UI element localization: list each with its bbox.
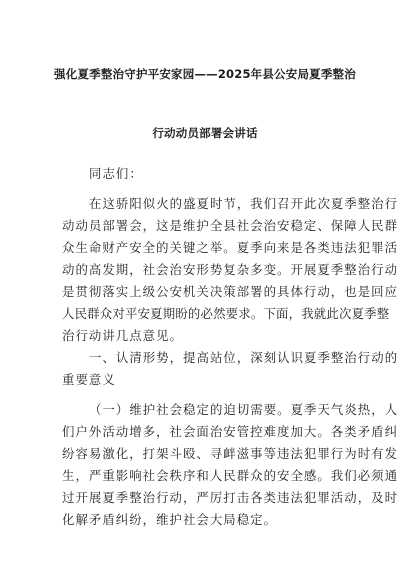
paragraph-line: 过开展夏季整治行动，严厉打击各类违法犯罪活动，及时 <box>62 490 399 505</box>
paragraph-line: 化解矛盾纠纷，维护社会大局稳定。 <box>62 512 278 527</box>
paragraph-line: 动动员部署会，这是维护全县社会治安稳定、保障人民群 <box>62 218 399 233</box>
paragraph-line: 人民群众对平安夏期盼的必然要求。下面，我就此次夏季整 <box>62 306 390 321</box>
document-title-line-2: 行动动员部署会讲话 <box>152 126 258 140</box>
paragraph-line: 治行动讲几点意见。 <box>62 328 183 343</box>
paragraph-line: 们户外活动增多，社会面治安管控难度加大。各类矛盾纠 <box>62 424 399 439</box>
salutation: 同志们： <box>89 166 143 181</box>
paragraph-line: 生，严重影响社会秩序和人民群众的安全感。我们必须通 <box>62 468 399 483</box>
paragraph-line: 纷容易激化，打架斗殴、寻衅滋事等违法犯罪行为时有发 <box>62 446 399 461</box>
document-title-line-1: 强化夏季整治守护平安家园——2025年县公安局夏季整治 <box>54 67 356 81</box>
paragraph-line: 动的高发期，社会治安形势复杂多变。开展夏季整治行动 <box>62 262 399 277</box>
section-heading-line: 一、认清形势，提高站位，深刻认识夏季整治行动的 <box>89 350 399 365</box>
paragraph-line: 是贯彻落实上级公安机关决策部署的具体行动，也是回应 <box>62 284 399 299</box>
paragraph-line: （一）维护社会稳定的迫切需要。夏季天气炎热，人 <box>89 402 399 417</box>
paragraph-line: 众生命财产安全的关键之举。夏季向来是各类违法犯罪活 <box>62 240 399 255</box>
section-heading-line: 重要意义 <box>62 372 116 387</box>
paragraph-line: 在这骄阳似火的盛夏时节，我们召开此次夏季整治行 <box>89 196 399 211</box>
